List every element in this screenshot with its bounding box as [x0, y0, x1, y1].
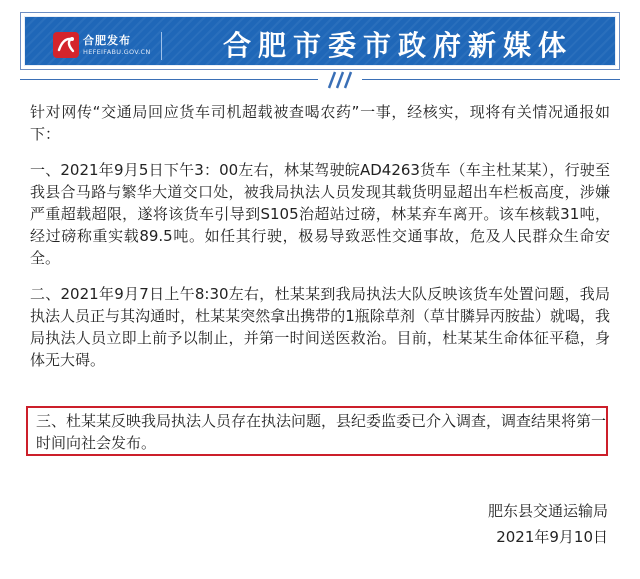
signature-block [488, 498, 608, 550]
slash-ornament-icon [325, 70, 355, 90]
article-paragraph-3: 三、杜某某反映我局执法人员存在执法问题，县纪委监委已介入调查，调查结果将第一时间向社会发布。 [36, 412, 607, 452]
highlight-box [26, 406, 608, 456]
article-paragraph-2: 二、2021年9月7日上午8:30左右，杜某某到我局执法大队反映该货车处置问题，我局执法人员正与其沟通时，杜某某突然拿出携带的1瓶除草剂（草甘膦异丙胺盐）就喝，我局执法人员立即上前予以制止，并第一时间送医救治。目前，杜某某生命体征平稳，身体无大碍。 [30, 285, 610, 369]
separator-line-left [20, 79, 318, 80]
banner-divider [161, 32, 162, 60]
page-title: 合肥市委市政府新媒体 [222, 29, 573, 62]
section-separator [20, 68, 620, 92]
separator-line-right [362, 79, 620, 80]
logo-name: 合肥发布 [83, 34, 131, 47]
article-body [30, 101, 610, 385]
logo-url: HEFEIFABU.GOV.CN [83, 48, 151, 56]
header-banner [20, 12, 620, 70]
seal-icon [51, 30, 81, 60]
issuer-name: 肥东县交通运输局 [487, 502, 608, 520]
header-banner-background [24, 16, 616, 66]
article-intro: 针对网传“交通局回应货车司机超载被查喝农药”一事，经核实，现将有关情况通报如下： [30, 103, 610, 143]
article-paragraph-1: 一、2021年9月5日下午3：00左右，林某驾驶皖AD4263货车（车主杜某某），行驶至我县合马路与繁华大道交口处，被我局执法人员发现其载货明显超出车栏板高度，涉嫌严重超载超限，遂将该货车引导到S105治超站过磅，林某弃车离开。该车核载31吨，经过磅称重实载89.5吨。如任其行驶，极易导致恶性交通事故，危及人民群众生命安全。 [30, 161, 610, 267]
brand-logo [51, 29, 171, 63]
issue-date: 2021年9月10日 [496, 528, 608, 546]
